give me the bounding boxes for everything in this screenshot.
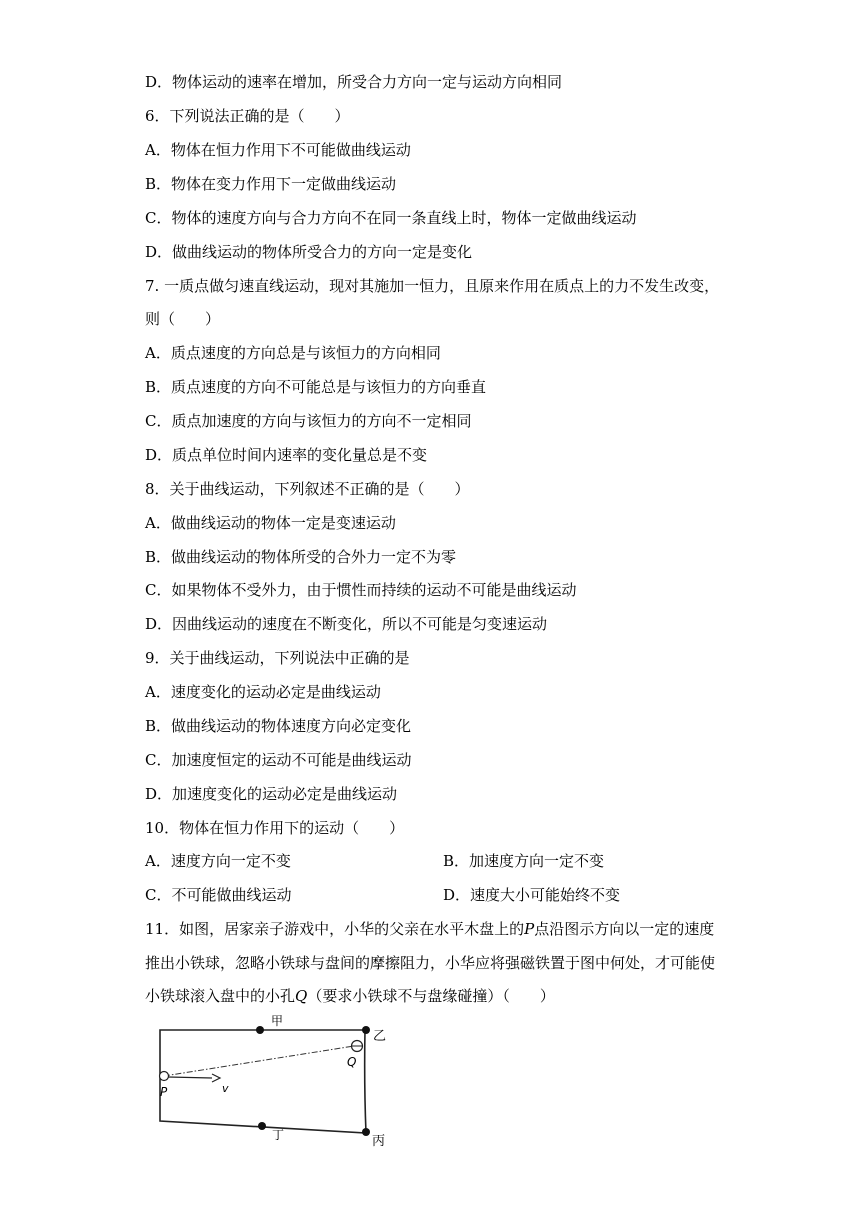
option-line: D．因曲线运动的速度在不断变化，所以不可能是匀变速运动 [145, 615, 548, 633]
velocity-arrow [168, 1077, 212, 1078]
text-line: D．物体运动的速率在增加，所受合力方向一定与运动方向相同 [145, 73, 563, 91]
magnet-position-ding [258, 1122, 266, 1130]
question-11-stem: 11．如图，居家亲子游戏中，小华的父亲在水平木盘上的P点沿图示方向以一定的速度 [145, 920, 715, 938]
option-line: C．加速度恒定的运动不可能是曲线运动 [145, 751, 412, 769]
label-jia: 甲 [271, 1014, 284, 1028]
q10-option-c: C．不可能做曲线运动 [145, 886, 292, 904]
option-line: D．加速度变化的运动必定是曲线运动 [145, 785, 398, 803]
magnet-position-yi [362, 1026, 370, 1034]
arrow-head [212, 1074, 220, 1082]
option-line: D．质点单位时间内速率的变化量总是不变 [145, 446, 428, 464]
option-line: B．做曲线运动的物体所受的合外力一定不为零 [145, 548, 457, 566]
option-line: D．做曲线运动的物体所受合力的方向一定是变化 [145, 243, 473, 261]
question-7-stem-cont: 则（ ） [145, 310, 221, 328]
variable-p: P [524, 920, 535, 938]
option-line: B．做曲线运动的物体速度方向必定变化 [145, 717, 412, 735]
option-line: B．质点速度的方向不可能总是与该恒力的方向垂直 [145, 378, 487, 396]
option-line: C．如果物体不受外力，由于惯性而持续的运动不可能是曲线运动 [145, 581, 577, 599]
tray-outline [160, 1030, 366, 1133]
magnet-position-jia [256, 1026, 264, 1034]
question-9-stem: 9．关于曲线运动，下列说法中正确的是 [145, 649, 410, 667]
option-line: A．速度变化的运动必定是曲线运动 [145, 683, 381, 701]
q10-option-a: A．速度方向一定不变 [145, 852, 291, 870]
magnet-position-bing [362, 1128, 370, 1136]
trajectory-line [164, 1046, 357, 1076]
option-line: C．物体的速度方向与合力方向不在同一条直线上时，物体一定做曲线运动 [145, 209, 637, 227]
label-bing: 丙 [372, 1134, 386, 1149]
option-line: A．物体在恒力作用下不可能做曲线运动 [145, 141, 411, 159]
label-ding: 丁 [272, 1128, 285, 1142]
question-8-stem: 8．关于曲线运动，下列叙述不正确的是（ ） [145, 480, 470, 498]
q10-option-d: D．速度大小可能始终不变 [443, 886, 621, 904]
question-11-stem-cont: 推出小铁球，忽略小铁球与盘间的摩擦阻力，小华应将强磁铁置于图中何处，才可能使 [145, 954, 716, 972]
tray-diagram [150, 1008, 400, 1158]
question-11-stem-cont: 小铁球滚入盘中的小孔Q（要求小铁球不与盘缘碰撞）（ ） [145, 987, 555, 1005]
option-line: A．做曲线运动的物体一定是变速运动 [145, 514, 396, 532]
question-7-stem: 7. 一质点做匀速直线运动，现对其施加一恒力，且原来作用在质点上的力不发生改变， [145, 277, 720, 295]
question-6-stem: 6．下列说法正确的是（ ） [145, 107, 350, 125]
option-line: A．质点速度的方向总是与该恒力的方向相同 [145, 344, 441, 362]
label-q: Q [347, 1055, 357, 1069]
option-line: C．质点加速度的方向与该恒力的方向不一定相同 [145, 412, 472, 430]
label-p: P [160, 1085, 168, 1099]
question-10-stem: 10．物体在恒力作用下的运动（ ） [145, 819, 405, 837]
q10-option-b: B．加速度方向一定不变 [443, 852, 605, 870]
label-yi: 乙 [373, 1029, 387, 1044]
variable-q: Q [295, 987, 308, 1005]
hole-p [160, 1072, 169, 1081]
label-v: v [222, 1082, 229, 1095]
option-line: B．物体在变力作用下一定做曲线运动 [145, 175, 397, 193]
